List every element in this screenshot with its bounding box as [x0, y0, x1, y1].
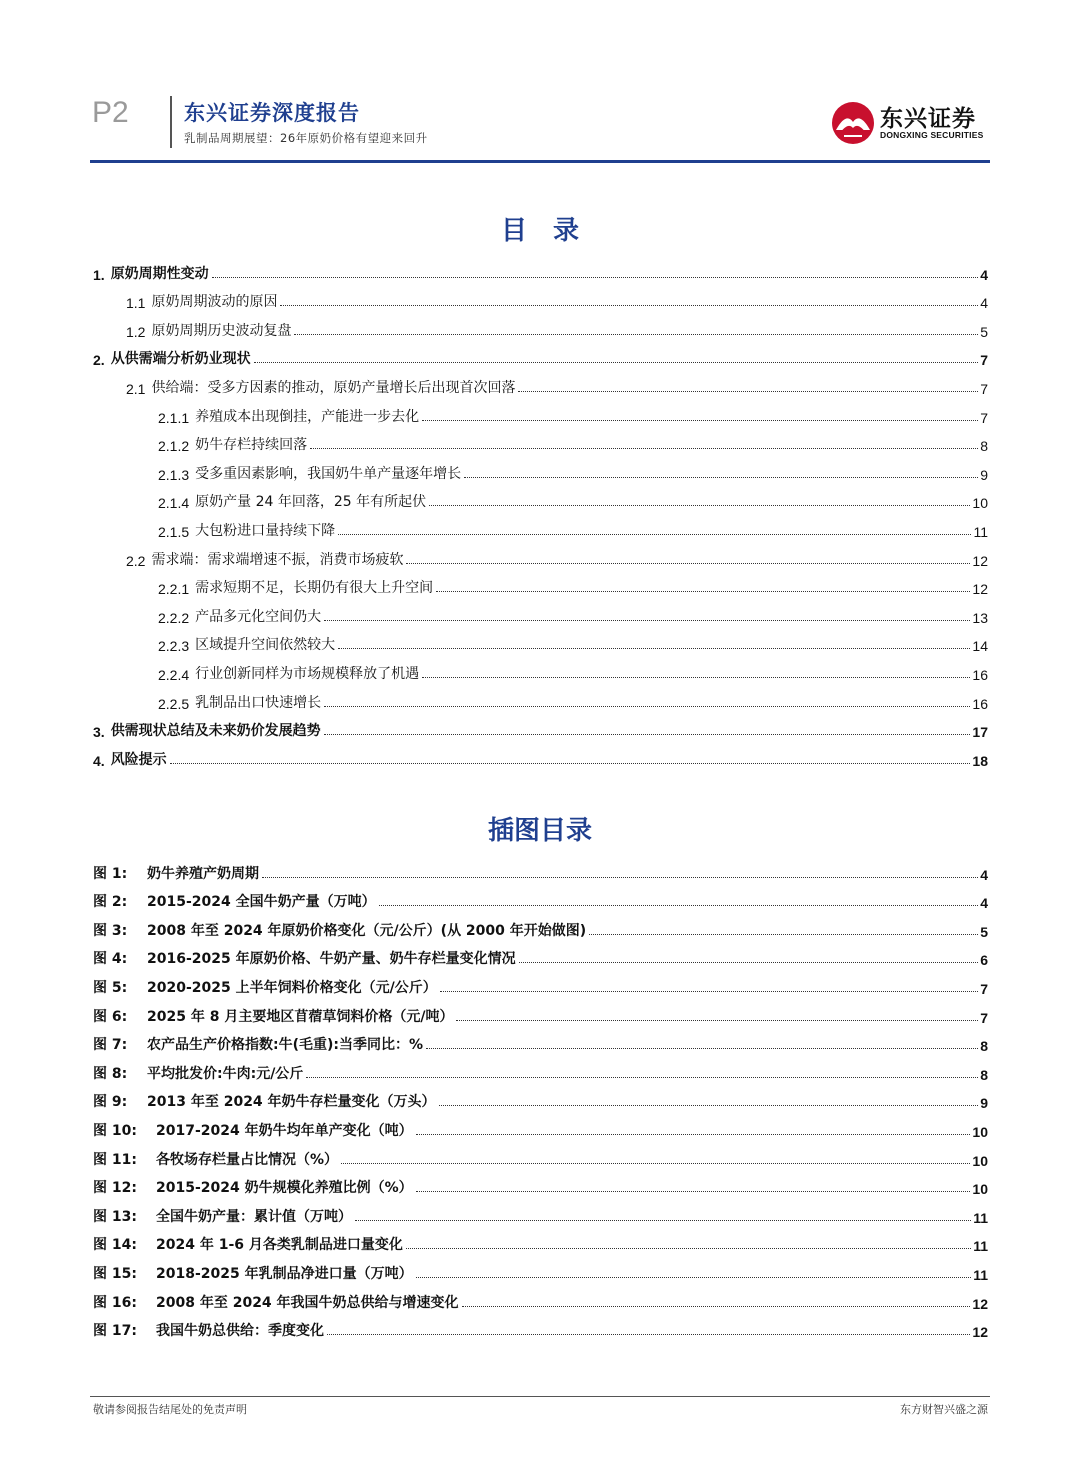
- toc-entry-page: 11: [973, 523, 988, 540]
- figure-entry-number: 图 12:: [93, 1180, 137, 1197]
- figure-entry-page: 12: [972, 1295, 988, 1312]
- logo-chinese-name: 东兴证券: [880, 106, 976, 132]
- figure-entry-title: 2013 年至 2024 年奶牛存栏量变化（万头）: [147, 1094, 436, 1111]
- figure-entry[interactable]: [93, 1226, 988, 1255]
- toc-entry-title: 养殖成本出现倒挂，产能进一步去化: [195, 408, 420, 425]
- toc-entry-page: 9: [980, 466, 988, 483]
- toc-entry-number: 2.2.3: [158, 638, 190, 655]
- toc-entry-number: 2.1.1: [158, 409, 190, 426]
- toc-leader: [254, 362, 979, 363]
- toc-entry-page: 13: [972, 609, 988, 626]
- figure-entry-number: 图 2:: [93, 894, 128, 911]
- toc-entry[interactable]: [93, 426, 988, 455]
- figure-entry-number: 图 7:: [93, 1037, 128, 1054]
- toc-entry-title: 大包粉进口量持续下降: [195, 522, 336, 539]
- figure-leader: [589, 934, 978, 935]
- toc-leader: [324, 620, 970, 621]
- toc-entry-page: 12: [972, 581, 988, 598]
- figure-entry[interactable]: [93, 1254, 988, 1283]
- figure-entry-title: 2015-2024 全国牛奶产量（万吨）: [147, 894, 376, 911]
- toc-entry-title: 需求端：需求端增速不振，消费市场疲软: [151, 551, 404, 568]
- toc-leader: [406, 563, 970, 564]
- toc-entry[interactable]: [93, 654, 988, 683]
- figure-entry[interactable]: [93, 1111, 988, 1140]
- figure-entry[interactable]: [93, 1283, 988, 1312]
- figure-entry-title: 2015-2024 奶牛规模化养殖比例（%）: [156, 1180, 413, 1197]
- toc-leader: [310, 448, 978, 449]
- toc-entry[interactable]: [93, 368, 988, 397]
- toc-leader: [464, 477, 978, 478]
- figure-entry-number: 图 4:: [93, 951, 128, 968]
- toc-entry[interactable]: [93, 569, 988, 598]
- toc-entry-title: 供给端：受多方因素的推动，原奶产量增长后出现首次回落: [151, 379, 516, 396]
- toc-entry-number: 2.1.3: [158, 466, 190, 483]
- toc-entry-title: 乳制品出口快速增长: [195, 694, 322, 711]
- figure-entry[interactable]: [93, 1083, 988, 1112]
- figure-leader: [456, 1020, 978, 1021]
- toc-entry-title: 受多重因素影响，我国奶牛单产量逐年增长: [195, 465, 462, 482]
- figure-leader: [341, 1163, 970, 1164]
- header-divider: [170, 96, 172, 148]
- figure-entry-number: 图 3:: [93, 922, 128, 939]
- figure-entry-page: 5: [980, 923, 988, 940]
- figure-leader: [416, 1191, 971, 1192]
- toc-leader: [324, 706, 970, 707]
- toc-entry-page: 7: [980, 409, 988, 426]
- toc-leader: [324, 734, 971, 735]
- toc-entry-title: 奶牛存栏持续回落: [195, 437, 308, 454]
- toc-entry[interactable]: [93, 254, 988, 283]
- figure-leader: [416, 1134, 971, 1135]
- toc-entry[interactable]: [93, 597, 988, 626]
- toc-entry-title: 行业创新同样为市场规模释放了机遇: [195, 665, 420, 682]
- table-of-contents: [93, 254, 988, 769]
- toc-entry-page: 16: [972, 666, 988, 683]
- toc-leader: [422, 677, 970, 678]
- figure-entry-title: 农产品生产价格指数:牛(毛重):当季同比：%: [147, 1037, 424, 1054]
- toc-leader: [338, 648, 970, 649]
- figure-entry-title: 奶牛养殖产奶周期: [147, 865, 259, 882]
- toc-entry[interactable]: [93, 483, 988, 512]
- toc-entry-number: 2.1.4: [158, 495, 190, 512]
- toc-entry-page: 7: [980, 380, 988, 397]
- figure-entry[interactable]: [93, 1312, 988, 1341]
- page-header: [0, 0, 1080, 170]
- toc-entry-number: 2.2.2: [158, 609, 190, 626]
- toc-entry[interactable]: [93, 511, 988, 540]
- figure-entry-page: 12: [972, 1324, 988, 1341]
- toc-entry-page: 5: [980, 323, 988, 340]
- toc-entry-title: 风险提示: [110, 751, 167, 768]
- logo-english-name: DONGXING SECURITIES: [880, 130, 984, 140]
- figure-entry-number: 图 10:: [93, 1122, 137, 1139]
- figure-entry-page: 7: [980, 980, 988, 997]
- figure-entry[interactable]: [93, 883, 988, 912]
- figure-entry-title: 2008 年至 2024 年原奶价格变化（元/公斤）(从 2000 年开始做图): [147, 922, 587, 939]
- figure-entry-page: 6: [980, 952, 988, 969]
- toc-entry-page: 10: [972, 495, 988, 512]
- toc-entry[interactable]: [93, 454, 988, 483]
- figure-entry-page: 11: [973, 1266, 988, 1283]
- toc-entry-page: 12: [972, 552, 988, 569]
- page-number: P2: [92, 96, 129, 129]
- figure-leader: [327, 1334, 970, 1335]
- figure-entry-title: 各牧场存栏量占比情况（%）: [156, 1151, 339, 1168]
- figure-entry[interactable]: [93, 940, 988, 969]
- toc-entry-title: 区域提升空间依然较大: [195, 637, 336, 654]
- toc-leader: [338, 534, 971, 535]
- figure-leader: [440, 991, 978, 992]
- toc-entry-number: 1.1: [126, 295, 146, 312]
- figure-entry-number: 图 15:: [93, 1265, 137, 1282]
- figure-leader: [519, 962, 979, 963]
- footer-slogan: 东方财智兴盛之源: [900, 1403, 988, 1416]
- toc-entry[interactable]: [93, 311, 988, 340]
- toc-entry-title: 从供需端分析奶业现状: [110, 351, 251, 368]
- toc-entry-number: 2.1.5: [158, 523, 190, 540]
- figure-leader: [416, 1277, 972, 1278]
- figure-entry[interactable]: [93, 911, 988, 940]
- figure-entry-page: 11: [973, 1209, 988, 1226]
- toc-entry-number: 2.: [93, 352, 105, 369]
- figure-entry-page: 4: [980, 895, 988, 912]
- figure-entry-page: 9: [980, 1095, 988, 1112]
- figure-entry[interactable]: [93, 968, 988, 997]
- toc-entry[interactable]: [93, 283, 988, 312]
- toc-entry-page: 16: [972, 695, 988, 712]
- toc-entry[interactable]: [93, 626, 988, 655]
- figure-entry-number: 图 14:: [93, 1237, 137, 1254]
- figure-entry-title: 我国牛奶总供给：季度变化: [156, 1323, 324, 1340]
- toc-entry[interactable]: [93, 340, 988, 369]
- figure-entry[interactable]: [93, 997, 988, 1026]
- toc-entry-number: 4.: [93, 752, 105, 769]
- footer-disclaimer: 敬请参阅报告结尾处的免责声明: [93, 1403, 247, 1416]
- figure-entry-number: 图 11:: [93, 1151, 137, 1168]
- toc-leader: [518, 391, 978, 392]
- toc-entry-title: 原奶周期历史波动复盘: [151, 322, 292, 339]
- toc-leader: [280, 305, 978, 306]
- toc-entry-page: 7: [980, 352, 988, 369]
- figure-entry-number: 图 13:: [93, 1208, 137, 1225]
- toc-entry-number: 2.2.1: [158, 581, 190, 598]
- figure-entry-page: 10: [972, 1181, 988, 1198]
- figure-entry[interactable]: [93, 854, 988, 883]
- figure-leader: [406, 1248, 971, 1249]
- toc-entry-number: 2.1: [126, 380, 146, 397]
- toc-entry[interactable]: [93, 397, 988, 426]
- header-rule: [90, 160, 990, 163]
- footer-rule: [90, 1396, 990, 1397]
- figure-entry[interactable]: [93, 1169, 988, 1198]
- toc-leader: [436, 591, 970, 592]
- toc-entry-title: 原奶周期性变动: [110, 265, 209, 282]
- figure-entry-number: 图 9:: [93, 1094, 128, 1111]
- figure-leader: [426, 1048, 978, 1049]
- figure-list: [93, 854, 988, 1340]
- figure-list-heading: 插图目录: [487, 816, 592, 846]
- toc-entry-page: 4: [980, 266, 988, 283]
- toc-entry-page: 17: [972, 724, 988, 741]
- toc-entry[interactable]: [93, 740, 988, 769]
- figure-entry-number: 图 17:: [93, 1323, 137, 1340]
- toc-entry-number: 1.: [93, 266, 105, 283]
- figure-entry-title: 平均批发价:牛肉:元/公斤: [147, 1065, 304, 1082]
- figure-entry-title: 2016-2025 年原奶价格、牛奶产量、奶牛存栏量变化情况: [147, 951, 516, 968]
- figure-entry-number: 图 16:: [93, 1294, 137, 1311]
- figure-entry-page: 4: [980, 866, 988, 883]
- figure-entry-page: 11: [973, 1238, 988, 1255]
- toc-entry-number: 1.2: [126, 323, 146, 340]
- figure-entry[interactable]: [93, 1140, 988, 1169]
- toc-entry[interactable]: [93, 540, 988, 569]
- figure-entry-title: 2017-2024 年奶牛均年单产变化（吨）: [156, 1122, 413, 1139]
- toc-entry-page: 14: [972, 638, 988, 655]
- toc-heading: 目 录: [500, 216, 579, 246]
- figure-entry-page: 8: [980, 1066, 988, 1083]
- figure-entry-title: 2020-2025 上半年饲料价格变化（元/公斤）: [147, 979, 437, 996]
- toc-leader: [212, 277, 979, 278]
- toc-entry-title: 供需现状总结及未来奶价发展趋势: [110, 723, 321, 740]
- figure-leader: [262, 877, 978, 878]
- logo-emblem-icon: [830, 100, 876, 146]
- figure-leader: [379, 905, 979, 906]
- figure-entry-title: 全国牛奶产量：累计值（万吨）: [156, 1208, 352, 1225]
- figure-entry[interactable]: [93, 1026, 988, 1055]
- figure-entry[interactable]: [93, 1054, 988, 1083]
- toc-entry-title: 需求短期不足，长期仍有很大上升空间: [195, 580, 434, 597]
- figure-entry-page: 8: [980, 1038, 988, 1055]
- toc-entry-number: 2.2.5: [158, 695, 190, 712]
- toc-leader: [429, 505, 970, 506]
- toc-entry-number: 2.1.2: [158, 438, 190, 455]
- report-subtitle: 乳制品周期展望：26年原奶价格有望迎来回升: [184, 131, 428, 145]
- figure-entry-title: 2018-2025 年乳制品净进口量（万吨）: [156, 1265, 413, 1282]
- figure-entry-title: 2024 年 1-6 月各类乳制品进口量变化: [156, 1237, 403, 1254]
- toc-leader: [170, 763, 971, 764]
- report-title: 东兴证券深度报告: [184, 101, 360, 125]
- toc-entry-number: 2.2.4: [158, 666, 190, 683]
- figure-entry-title: 2025 年 8 月主要地区苜蓿草饲料价格（元/吨）: [147, 1008, 454, 1025]
- toc-entry-number: 3.: [93, 724, 105, 741]
- toc-leader: [294, 334, 978, 335]
- figure-entry-page: 10: [972, 1123, 988, 1140]
- figure-entry-page: 10: [972, 1152, 988, 1169]
- toc-entry-page: 8: [980, 438, 988, 455]
- toc-entry-number: 2.2: [126, 552, 146, 569]
- figure-entry-page: 7: [980, 1009, 988, 1026]
- figure-leader: [439, 1105, 979, 1106]
- figure-entry-title: 2008 年至 2024 年我国牛奶总供给与增速变化: [156, 1294, 459, 1311]
- figure-leader: [462, 1306, 971, 1307]
- company-logo: [830, 98, 990, 148]
- figure-leader: [355, 1220, 971, 1221]
- toc-entry-title: 原奶周期波动的原因: [151, 294, 278, 311]
- figure-entry-number: 图 5:: [93, 979, 128, 996]
- figure-entry[interactable]: [93, 1197, 988, 1226]
- toc-entry[interactable]: [93, 683, 988, 712]
- figure-entry-number: 图 6:: [93, 1008, 128, 1025]
- toc-entry[interactable]: [93, 712, 988, 741]
- toc-entry-page: 4: [980, 295, 988, 312]
- toc-entry-title: 产品多元化空间仍大: [195, 608, 322, 625]
- toc-leader: [422, 420, 978, 421]
- toc-entry-title: 原奶产量 24 年回落，25 年有所起伏: [195, 494, 427, 511]
- figure-entry-number: 图 8:: [93, 1065, 128, 1082]
- figure-entry-number: 图 1:: [93, 865, 128, 882]
- toc-entry-page: 18: [972, 752, 988, 769]
- figure-leader: [306, 1077, 978, 1078]
